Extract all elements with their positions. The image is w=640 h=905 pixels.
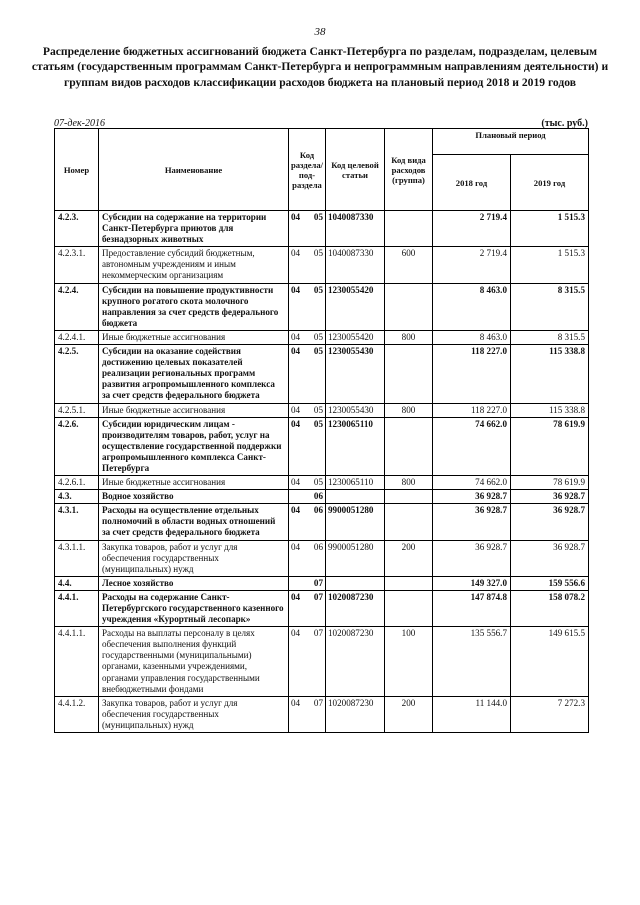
row-subsection-code: 05 [307, 330, 326, 344]
units-label: (тыс. руб.) [541, 118, 588, 129]
row-expense-code: 600 [385, 247, 433, 283]
row-amount-2018: 147 874.8 [433, 590, 511, 626]
header-number: Номер [55, 129, 99, 211]
row-amount-2018: 118 227.0 [433, 345, 511, 403]
row-article-code: 1040087330 [326, 211, 385, 247]
document-date: 07-дек-2016 [54, 118, 105, 129]
row-section-code: 04 [289, 330, 307, 344]
table-row [55, 627, 589, 697]
row-number: 4.2.6.1. [55, 476, 99, 490]
row-article-code: 1230065110 [326, 476, 385, 490]
row-article-code: 1020087230 [326, 696, 385, 732]
row-amount-2019: 8 315.5 [511, 283, 589, 330]
row-expense-code [385, 490, 433, 504]
row-subsection-code: 05 [307, 283, 326, 330]
table-header [55, 129, 589, 211]
row-subsection-code: 07 [307, 696, 326, 732]
row-name: Иные бюджетные ассигнования [99, 476, 289, 490]
table-row [55, 540, 589, 576]
row-number: 4.4. [55, 576, 99, 590]
row-name: Водное хозяйство [99, 490, 289, 504]
row-expense-code [385, 211, 433, 247]
row-name: Субсидии на повышение продуктивности крупного рогатого скота молочного направления за счет средств федерального бюджета [99, 283, 289, 330]
row-number: 4.3.1.1. [55, 540, 99, 576]
row-name: Предоставление субсидий бюджетным, автономным учреждениям и иным некоммерческим организациям [99, 247, 289, 283]
row-amount-2018: 74 662.0 [433, 476, 511, 490]
header-year-2018: 2018 год [433, 155, 511, 211]
page-number: 38 [314, 26, 326, 38]
row-expense-code: 800 [385, 330, 433, 344]
row-expense-code [385, 283, 433, 330]
row-amount-2019: 36 928.7 [511, 504, 589, 540]
row-expense-code: 100 [385, 627, 433, 697]
row-section-code: 04 [289, 417, 307, 475]
row-expense-code: 200 [385, 696, 433, 732]
row-number: 4.2.5. [55, 345, 99, 403]
table-row [55, 696, 589, 732]
row-number: 4.3. [55, 490, 99, 504]
row-number: 4.2.6. [55, 417, 99, 475]
row-number: 4.2.4. [55, 283, 99, 330]
row-number: 4.3.1. [55, 504, 99, 540]
row-subsection-code: 06 [307, 490, 326, 504]
row-article-code: 1230055430 [326, 403, 385, 417]
row-number: 4.2.3. [55, 211, 99, 247]
row-amount-2018: 11 144.0 [433, 696, 511, 732]
row-expense-code [385, 417, 433, 475]
row-name: Закупка товаров, работ и услуг для обеспечения государственных (муниципальных) нужд [99, 696, 289, 732]
row-name: Расходы на выплаты персоналу в целях обеспечения выполнения функций государственными (муниципальными) органами, казенными учреждениями, органами управления государственными внебюджетными фондами [99, 627, 289, 697]
row-article-code: 1020087230 [326, 590, 385, 626]
header-article-code: Код целевой статьи [326, 129, 385, 211]
row-expense-code [385, 345, 433, 403]
row-subsection-code: 07 [307, 590, 326, 626]
row-number: 4.4.1.1. [55, 627, 99, 697]
row-subsection-code: 06 [307, 540, 326, 576]
table-row [55, 576, 589, 590]
row-number: 4.4.1. [55, 590, 99, 626]
row-section-code: 04 [289, 211, 307, 247]
row-amount-2019: 36 928.7 [511, 540, 589, 576]
row-amount-2018: 135 556.7 [433, 627, 511, 697]
row-section-code: 04 [289, 504, 307, 540]
table-row [55, 403, 589, 417]
row-article-code: 1230055430 [326, 345, 385, 403]
document-title: Распределение бюджетных ассигнований бюджета Санкт-Петербурга по разделам, подразделам, целевым статьям (государственным программам Санкт-Петербурга и непрограммным направлениям деятельности) и группам видов расходов классификации расходов бюджета на плановый период 2018 и 2019 годов [31, 45, 609, 89]
row-expense-code [385, 590, 433, 626]
row-expense-code [385, 504, 433, 540]
row-amount-2018: 2 719.4 [433, 211, 511, 247]
row-amount-2019: 1 515.3 [511, 211, 589, 247]
row-amount-2018: 36 928.7 [433, 504, 511, 540]
row-section-code: 04 [289, 403, 307, 417]
row-number: 4.2.5.1. [55, 403, 99, 417]
row-expense-code: 800 [385, 476, 433, 490]
row-number: 4.2.4.1. [55, 330, 99, 344]
header-section-code: Код раздела/ под- раздела [289, 129, 326, 211]
row-expense-code [385, 576, 433, 590]
table-row [55, 283, 589, 330]
row-article-code: 1230055420 [326, 283, 385, 330]
table-row [55, 417, 589, 475]
row-name: Субсидии юридическим лицам - производителям товаров, работ, услуг на осуществление государственной поддержки агропромышленного комплекса Санкт-Петербурга [99, 417, 289, 475]
row-subsection-code: 06 [307, 504, 326, 540]
row-amount-2019: 149 615.5 [511, 627, 589, 697]
row-subsection-code: 07 [307, 627, 326, 697]
table-row [55, 476, 589, 490]
row-article-code [326, 576, 385, 590]
row-section-code [289, 490, 307, 504]
row-amount-2019: 36 928.7 [511, 490, 589, 504]
row-amount-2019: 78 619.9 [511, 417, 589, 475]
row-section-code [289, 576, 307, 590]
row-subsection-code: 07 [307, 576, 326, 590]
row-article-code: 1040087330 [326, 247, 385, 283]
header-year-2019: 2019 год [511, 155, 589, 211]
table-row [55, 330, 589, 344]
row-article-code: 9900051280 [326, 504, 385, 540]
row-name: Иные бюджетные ассигнования [99, 403, 289, 417]
row-article-code [326, 490, 385, 504]
row-expense-code: 800 [385, 403, 433, 417]
table-row [55, 247, 589, 283]
table-row [55, 490, 589, 504]
row-section-code: 04 [289, 627, 307, 697]
row-amount-2018: 8 463.0 [433, 330, 511, 344]
row-article-code: 1020087230 [326, 627, 385, 697]
row-amount-2019: 115 338.8 [511, 345, 589, 403]
header-name: Наименование [99, 129, 289, 211]
row-amount-2019: 159 556.6 [511, 576, 589, 590]
row-name: Расходы на осуществление отдельных полномочий в области водных отношений за счет средств федерального бюджета [99, 504, 289, 540]
table-row [55, 590, 589, 626]
row-name: Субсидии на содержание на территории Санкт-Петербурга приютов для безнадзорных животных [99, 211, 289, 247]
row-subsection-code: 05 [307, 211, 326, 247]
row-amount-2018: 36 928.7 [433, 490, 511, 504]
row-subsection-code: 05 [307, 417, 326, 475]
row-name: Субсидии на оказание содействия достижению целевых показателей реализации региональных программ развития агропромышленного комплекса за счет средств федерального бюджета [99, 345, 289, 403]
budget-table [54, 128, 589, 733]
row-subsection-code: 05 [307, 476, 326, 490]
header-expense-code: Код вида расходов (группа) [385, 129, 433, 211]
row-number: 4.4.1.2. [55, 696, 99, 732]
table-body [55, 211, 589, 733]
row-article-code: 1230055420 [326, 330, 385, 344]
row-amount-2018: 118 227.0 [433, 403, 511, 417]
table-row [55, 345, 589, 403]
row-amount-2018: 2 719.4 [433, 247, 511, 283]
row-amount-2018: 149 327.0 [433, 576, 511, 590]
table-row [55, 504, 589, 540]
row-amount-2018: 36 928.7 [433, 540, 511, 576]
row-section-code: 04 [289, 540, 307, 576]
row-subsection-code: 05 [307, 403, 326, 417]
row-subsection-code: 05 [307, 345, 326, 403]
table-row [55, 211, 589, 247]
row-amount-2019: 158 078.2 [511, 590, 589, 626]
row-section-code: 04 [289, 247, 307, 283]
row-amount-2019: 115 338.8 [511, 403, 589, 417]
row-expense-code: 200 [385, 540, 433, 576]
row-section-code: 04 [289, 476, 307, 490]
row-section-code: 04 [289, 345, 307, 403]
row-amount-2018: 74 662.0 [433, 417, 511, 475]
row-name: Расходы на содержание Санкт-Петербургского государственного казенного учреждения «Курортный лесопарк» [99, 590, 289, 626]
row-amount-2019: 78 619.9 [511, 476, 589, 490]
row-article-code: 1230065110 [326, 417, 385, 475]
row-number: 4.2.3.1. [55, 247, 99, 283]
row-amount-2019: 1 515.3 [511, 247, 589, 283]
row-section-code: 04 [289, 590, 307, 626]
row-name: Иные бюджетные ассигнования [99, 330, 289, 344]
row-section-code: 04 [289, 283, 307, 330]
row-name: Лесное хозяйство [99, 576, 289, 590]
row-name: Закупка товаров, работ и услуг для обеспечения государственных (муниципальных) нужд [99, 540, 289, 576]
row-subsection-code: 05 [307, 247, 326, 283]
row-amount-2019: 8 315.5 [511, 330, 589, 344]
row-amount-2018: 8 463.0 [433, 283, 511, 330]
row-section-code: 04 [289, 696, 307, 732]
header-planned-period: Плановый период [433, 129, 589, 155]
row-article-code: 9900051280 [326, 540, 385, 576]
row-amount-2019: 7 272.3 [511, 696, 589, 732]
